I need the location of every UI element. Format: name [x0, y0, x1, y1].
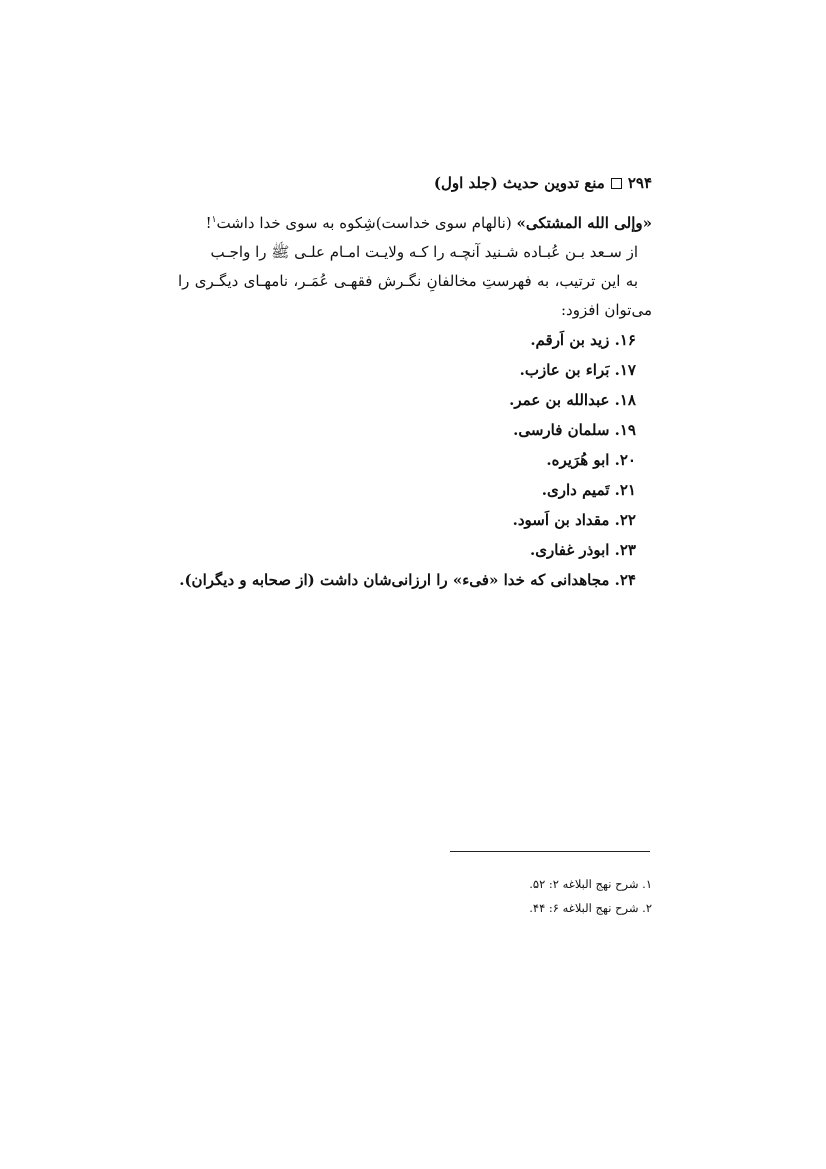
paragraph-2: به این ترتیب، به فهرستِ مخالفانِ نگـرش فقهـی عُمَـر، نامهـای دیگـری را می‌توان افزود:: [178, 272, 652, 319]
footnote-divider: [450, 851, 650, 852]
body-text: [178, 206, 652, 325]
page-number: ۲۹۴: [627, 174, 652, 192]
quote-rest: (نالهام سوی خداست)شِکوه به سوی خدا داشت: [216, 214, 517, 232]
footnote-1: ۱. شرح نهج البلاغه ۲: ۵۲.: [529, 877, 652, 891]
running-header: [420, 170, 652, 196]
list-item: ۲۴. مجاهدانی که خدا «فیء» را ارزانی‌شان داشت (از صحابه و دیگران).: [179, 571, 636, 589]
footnote-ref-1: ۱: [211, 215, 217, 225]
list-item: ۱۷. بَراء بن عازب.: [519, 361, 636, 379]
list-item: ۱۹. سلمان فارسی.: [513, 421, 636, 439]
paragraph-1: از سـعد بـن عُبـاده شـنید آنچـه را کـه ولایـت امـام علـی ﷺ را واجـب: [210, 243, 638, 261]
list-item: ۱۸. عبدالله بن عمر.: [509, 391, 636, 409]
names-list: [150, 325, 636, 595]
list-item: ۱۶. زید بن اَرقم.: [530, 331, 636, 349]
book-title: منع تدوین حدیث (جلد اول): [433, 174, 605, 192]
list-item: ۲۱. تَمیم داری.: [541, 481, 636, 499]
footnotes: [400, 872, 652, 920]
list-item: ۲۳. ابوذر غفاری.: [529, 541, 636, 559]
list-item: ۲۲. مقداد بن اَسود.: [512, 511, 636, 529]
quote-line: [178, 206, 652, 238]
quote-bold: «وإلی الله المشتکی»: [516, 214, 652, 232]
quote-end: !: [205, 214, 212, 232]
square-icon: [611, 178, 622, 189]
footnote-2: ۲. شرح نهج البلاغه ۶: ۴۴.: [529, 901, 652, 915]
list-item: ۲۰. ابو هُرَیره.: [546, 451, 636, 469]
